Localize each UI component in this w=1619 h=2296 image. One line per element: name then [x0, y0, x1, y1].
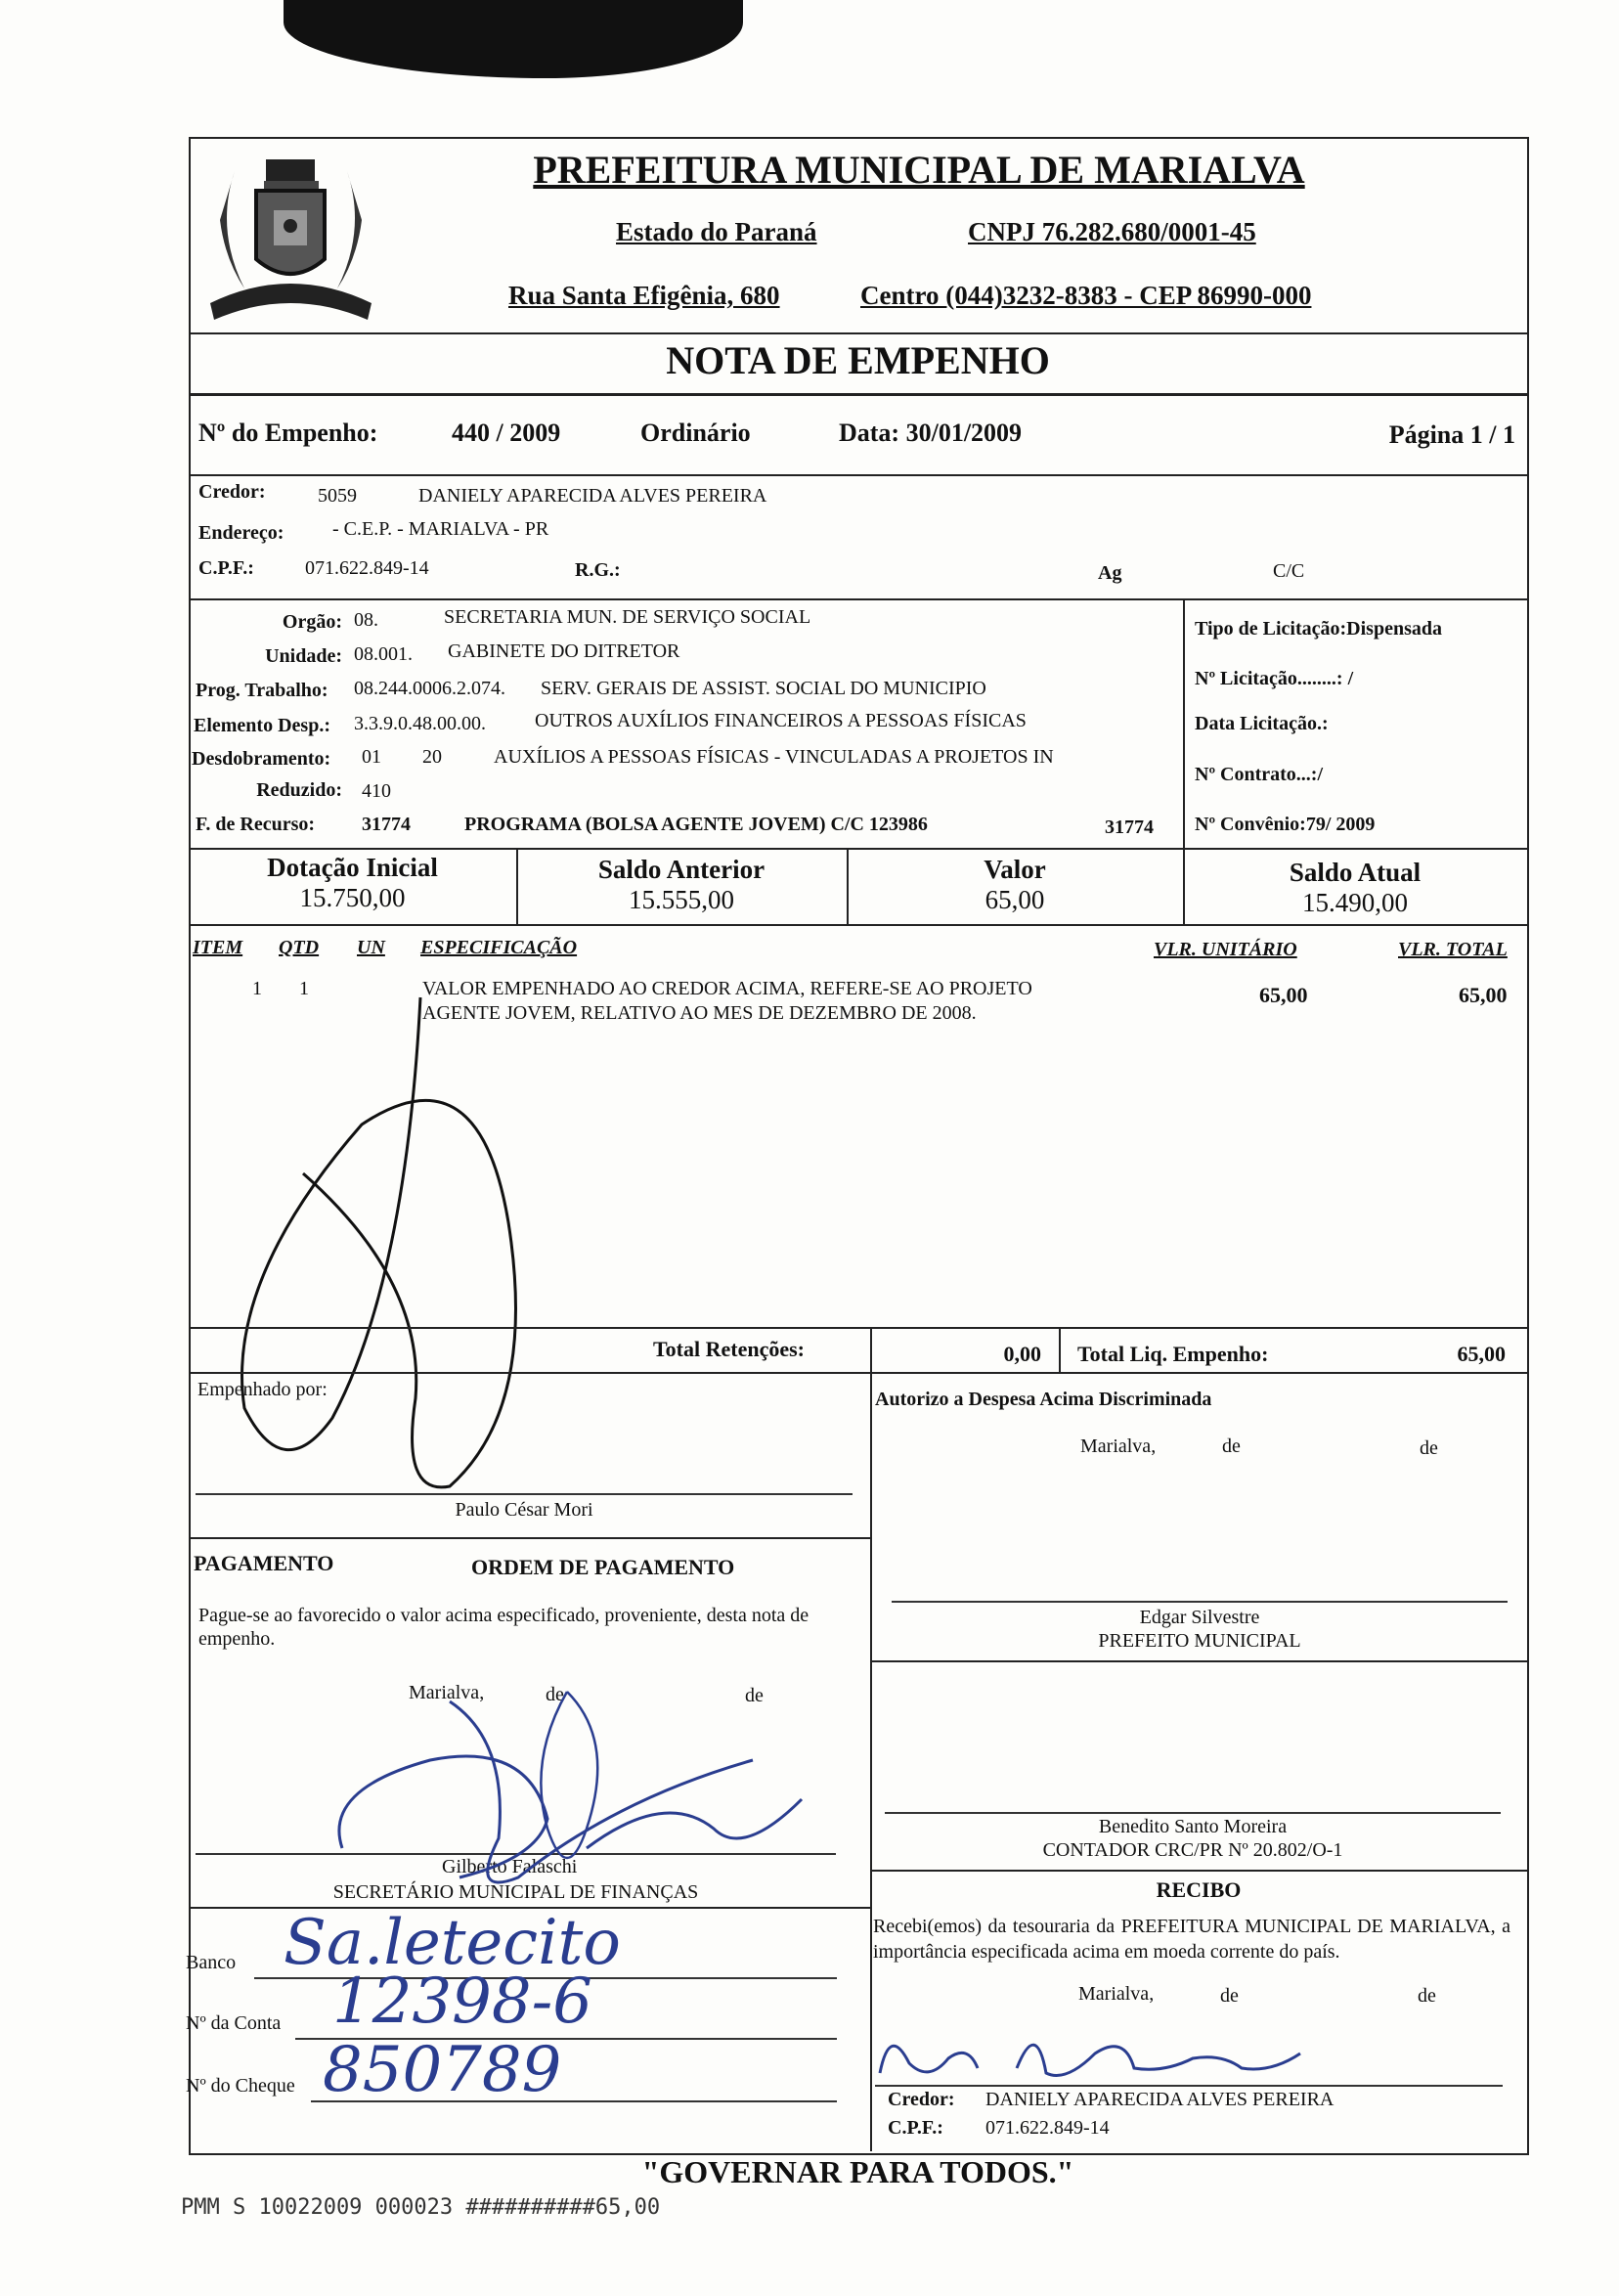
recibo-de-2: de: [1418, 1985, 1436, 2007]
saldo-anterior-label: Saldo Anterior: [597, 855, 766, 884]
item-number: 1: [252, 978, 262, 999]
org-title: PREFEITURA MUNICIPAL DE MARIALVA: [533, 148, 1305, 192]
mechanical-stamp: PMM S 10022009 000023 ##########65,00: [181, 2195, 661, 2220]
item-qtd: 1: [299, 978, 309, 999]
unidade-code: 08.001.: [354, 643, 413, 665]
orgao-code: 08.: [354, 609, 378, 631]
contador-cargo: CONTADOR CRC/PR Nº 20.802/O-1: [1042, 1839, 1343, 1861]
dotacao-inicial-label: Dotação Inicial: [267, 853, 438, 882]
pagamento-de-2: de: [745, 1685, 764, 1706]
credor-code: 5059: [318, 485, 357, 507]
handwritten-signature-secretario: [293, 1682, 841, 1917]
vlr-unitario-header: VLR. UNITÁRIO: [1154, 939, 1297, 960]
banco-handwritten: Sa.letecito: [284, 1907, 621, 1979]
autorizo-de-2: de: [1420, 1437, 1438, 1459]
divider: [189, 332, 1527, 334]
endereco: - C.E.P. - MARIALVA - PR: [332, 518, 549, 540]
prefeito-cargo: PREFEITO MUNICIPAL: [1098, 1630, 1301, 1652]
cpf: 071.622.849-14: [305, 557, 429, 579]
divider: [189, 393, 1527, 396]
empenhado-por-nome: Paulo César Mori: [455, 1499, 593, 1521]
pagamento-local: Marialva,: [409, 1682, 485, 1703]
recibo-title: RECIBO: [1156, 1877, 1242, 1902]
recibo-cpf-label: C.P.F.:: [888, 2117, 943, 2139]
autorizo-local: Marialva,: [1080, 1435, 1157, 1457]
ordem-pagamento-title: ORDEM DE PAGAMENTO: [471, 1555, 735, 1579]
divider: [870, 1660, 1527, 1662]
recurso-label: F. de Recurso:: [196, 814, 316, 835]
banco-label: Banco: [186, 1952, 237, 1973]
cheque-label: Nº do Cheque: [186, 2075, 295, 2097]
vlr-total-header: VLR. TOTAL: [1398, 939, 1508, 960]
signature-line: [892, 1601, 1508, 1603]
divider: [189, 1327, 1527, 1329]
agencia-label: Ag: [1098, 562, 1122, 584]
conta-handwritten: 12398-6: [332, 1965, 592, 2038]
city-coat-of-arms-icon: [196, 142, 386, 332]
conta-corrente-label: C/C: [1273, 560, 1305, 582]
page-number: Página 1 / 1: [1388, 420, 1515, 449]
doc-title: NOTA DE EMPENHO: [666, 338, 1050, 382]
address: Rua Santa Efigênia, 680: [508, 281, 780, 310]
prog: SERV. GERAIS DE ASSIST. SOCIAL DO MUNICIPIO: [541, 678, 986, 699]
total-retencoes: 0,00: [1003, 1342, 1041, 1366]
empenhado-por-label: Empenhado por:: [197, 1379, 328, 1400]
divider: [189, 1537, 870, 1539]
especificacao-header: ESPECIFICAÇÃO: [420, 937, 578, 958]
credor-name: DANIELY APARECIDA ALVES PEREIRA: [418, 485, 767, 507]
endereco-label: Endereço:: [198, 522, 284, 544]
item-vlr-unitario: 65,00: [1259, 983, 1308, 1007]
saldo-anterior: 15.555,00: [629, 885, 734, 914]
ordem-pagamento-texto: Pague-se ao favorecido o valor acima especificado, proveniente, desta nota de empenho.: [198, 1605, 810, 1650]
elemento: OUTROS AUXÍLIOS FINANCEIROS A PESSOAS FÍSICAS: [535, 710, 1027, 731]
reduzido-label: Reduzido:: [256, 779, 342, 801]
handwritten-signature-credor: [870, 2014, 1339, 2093]
dotacao-inicial: 15.750,00: [299, 883, 406, 912]
state-name: Estado do Paraná: [616, 217, 817, 246]
prefeito-nome: Edgar Silvestre: [1139, 1607, 1260, 1628]
recibo-cpf: 071.622.849-14: [985, 2117, 1110, 2139]
district-phone: Centro (044)3232-8383 - CEP 86990-000: [860, 281, 1312, 310]
orgao: SECRETARIA MUN. DE SERVIÇO SOCIAL: [444, 606, 811, 628]
divider: [1183, 598, 1185, 848]
recibo-texto: Recebi(emos) da tesouraria da PREFEITURA MUNICIPAL DE MARIALVA, a importância especificada acima em moeda corrente do país.: [873, 1916, 1510, 1963]
recibo-de-1: de: [1220, 1985, 1239, 2007]
unidade-label: Unidade:: [265, 645, 342, 667]
recibo-credor: DANIELY APARECIDA ALVES PEREIRA: [985, 2089, 1335, 2110]
tipo-licitacao: Tipo de Licitação:Dispensada: [1195, 618, 1442, 640]
divider: [189, 1372, 1527, 1374]
saldo-atual: 15.490,00: [1302, 888, 1408, 917]
prog-code: 08.244.0006.2.074.: [354, 678, 505, 699]
divider: [870, 1870, 1527, 1872]
total-liquido-label: Total Liq. Empenho:: [1077, 1342, 1269, 1366]
recibo-local: Marialva,: [1078, 1983, 1155, 2005]
data-licitacao: Data Licitação.:: [1195, 713, 1329, 734]
prog-label: Prog. Trabalho:: [196, 680, 328, 701]
un-header: UN: [357, 937, 385, 958]
item-header: ITEM: [193, 937, 243, 958]
numero-licitacao: Nº Licitação........: /: [1195, 668, 1354, 689]
recurso-code: 31774: [362, 814, 411, 835]
desdobramento-code: 01: [362, 746, 381, 768]
cheque-handwritten: 850789: [323, 2034, 562, 2106]
slogan: "GOVERNAR PARA TODOS.": [641, 2154, 1074, 2189]
contador-nome: Benedito Santo Moreira: [1098, 1816, 1288, 1837]
divider: [189, 924, 1527, 926]
desdobramento-subcode: 20: [422, 746, 442, 768]
handwritten-signature-loop: [215, 988, 587, 1496]
recurso-code-2: 31774: [1105, 817, 1154, 838]
signature-line: [875, 2085, 1503, 2087]
divider: [870, 1327, 872, 1372]
saldo-atual-label: Saldo Atual: [1289, 858, 1422, 887]
total-retencoes-label: Total Retenções:: [653, 1337, 805, 1361]
valor: 65,00: [985, 885, 1045, 914]
desdobramento-label: Desdobramento:: [192, 748, 331, 770]
cnpj: CNPJ 76.282.680/0001-45: [968, 217, 1256, 246]
pagamento-de-1: de: [546, 1684, 564, 1705]
recurso: PROGRAMA (BOLSA AGENTE JOVEM) C/C 123986: [464, 814, 928, 835]
divider: [189, 848, 1527, 850]
divider: [1059, 1327, 1061, 1372]
elemento-code: 3.3.9.0.48.00.00.: [354, 713, 486, 734]
orgao-label: Orgão:: [282, 611, 342, 633]
qtd-header: QTD: [279, 937, 320, 958]
item-vlr-total: 65,00: [1459, 983, 1508, 1007]
item-especificacao-line-1: VALOR EMPENHADO AO CREDOR ACIMA, REFERE-SE AO PROJETO: [422, 978, 1032, 999]
total-liquido: 65,00: [1457, 1342, 1506, 1366]
recibo-credor-label: Credor:: [888, 2089, 955, 2110]
valor-label: Valor: [984, 855, 1046, 884]
empenho-number: 440 / 2009: [452, 419, 561, 447]
desdobramento: AUXÍLIOS A PESSOAS FÍSICAS - VINCULADAS A PROJETOS IN: [494, 746, 1054, 768]
divider: [189, 474, 1527, 476]
secretario-cargo: SECRETÁRIO MUNICIPAL DE FINANÇAS: [332, 1881, 699, 1903]
divider: [189, 598, 1527, 600]
numero-convenio: Nº Convênio:79/ 2009: [1195, 814, 1376, 835]
autorizo-despesa: Autorizo a Despesa Acima Discriminada: [875, 1389, 1212, 1410]
pagamento-label: PAGAMENTO: [194, 1551, 334, 1575]
secretario-nome: Gilberto Falaschi: [442, 1856, 578, 1877]
signature-line: [196, 1493, 853, 1495]
empenho-number-label: Nº do Empenho:: [198, 419, 378, 447]
signature-line: [885, 1812, 1501, 1814]
item-especificacao-line-2: AGENTE JOVEM, RELATIVO AO MES DE DEZEMBRO DE 2008.: [422, 1002, 977, 1024]
autorizo-de-1: de: [1222, 1435, 1241, 1457]
elemento-label: Elemento Desp.:: [194, 715, 330, 736]
conta-label: Nº da Conta: [186, 2012, 282, 2034]
numero-contrato: Nº Contrato...:/: [1195, 764, 1324, 785]
unidade: GABINETE DO DITRETOR: [448, 640, 680, 662]
reduzido: 410: [362, 780, 391, 802]
credor-label: Credor:: [198, 481, 266, 503]
empenho-date: Data: 30/01/2009: [839, 419, 1023, 447]
empenho-type: Ordinário: [640, 419, 751, 447]
rg-label: R.G.:: [575, 559, 621, 581]
cpf-label: C.P.F.:: [198, 557, 254, 579]
